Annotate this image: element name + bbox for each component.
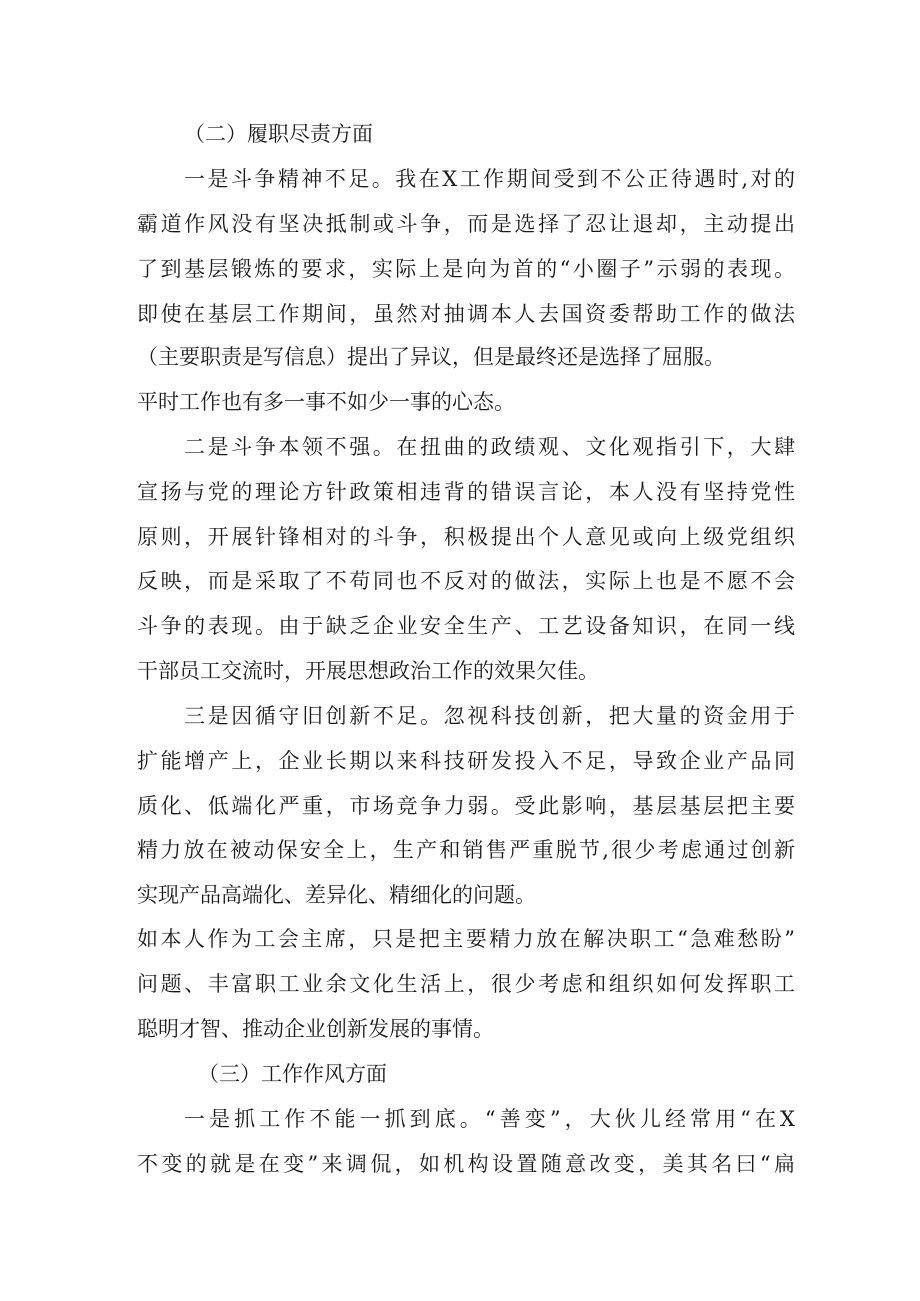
paragraph-line: 如本人作为工会主席，只是把主要精力放在解决职工“急难愁盼” [137,927,795,951]
paragraph-line: 霸道作风没有坚决抵制或斗争，而是选择了忍让退却，主动提出 [137,212,795,236]
paragraph-line: 不变的就是在变”来调侃，如机构设置随意改变，美其名曰“扁 [137,1152,795,1176]
paragraph-line: 一是斗争精神不足。我在X工作期间受到不公正待遇时,对的 [184,167,795,191]
paragraph-line: 二是斗争本领不强。在扭曲的政绩观、文化观指引下，大肆 [184,435,795,459]
paragraph-line: 质化、低端化严重，市场竞争力弱。受此影响，基层基层把主要 [137,794,795,818]
paragraph-line: 斗争的表现。由于缺乏企业安全生产、工艺设备知识，在同一线 [137,614,795,638]
paragraph-line: 问题、丰富职工业余文化生活上，很少考虑和组织如何发挥职工 [137,972,795,996]
paragraph-line: 即使在基层工作期间，虽然对抽调本人去国资委帮助工作的做法 [137,302,795,326]
section-heading-3: （三）工作作风方面 [198,1062,387,1086]
paragraph-line: 平时工作也有多一事不如少一事的心态。 [137,390,515,414]
paragraph-line: 扩能增产上，企业长期以来科技研发投入不足，导致企业产品同 [137,749,795,773]
paragraph-line: 干部员工交流时，开展思想政治工作的效果欠佳。 [137,659,599,683]
paragraph-line: （主要职责是写信息）提出了异议，但是最终还是选择了屈服。 [137,345,725,369]
paragraph-line: 聪明才智、推动企业创新发展的事情。 [137,1017,494,1041]
paragraph-line: 一是抓工作不能一抓到底。“善变”，大伙儿经常用“在X [184,1107,795,1131]
paragraph-line: 实现产品高端化、差异化、精细化的问题。 [137,883,536,907]
paragraph-line: 反映，而是采取了不苟同也不反对的做法，实际上也是不愿不会 [137,569,795,593]
paragraph-line: 宣扬与党的理论方针政策相违背的错误言论，本人没有坚持党性 [137,480,795,504]
paragraph-line: 精力放在被动保安全上，生产和销售严重脱节,很少考虑通过创新 [137,838,795,862]
paragraph-line: 了到基层锻炼的要求，实际上是向为首的“小圈子”示弱的表现。 [137,257,795,281]
paragraph-line: 原则，开展针锋相对的斗争，积极提出个人意见或向上级党组织 [137,525,795,549]
paragraph-line: 三是因循守旧创新不足。忽视科技创新，把大量的资金用于 [184,704,795,728]
section-heading-2: （二）履职尽责方面 [184,122,373,146]
